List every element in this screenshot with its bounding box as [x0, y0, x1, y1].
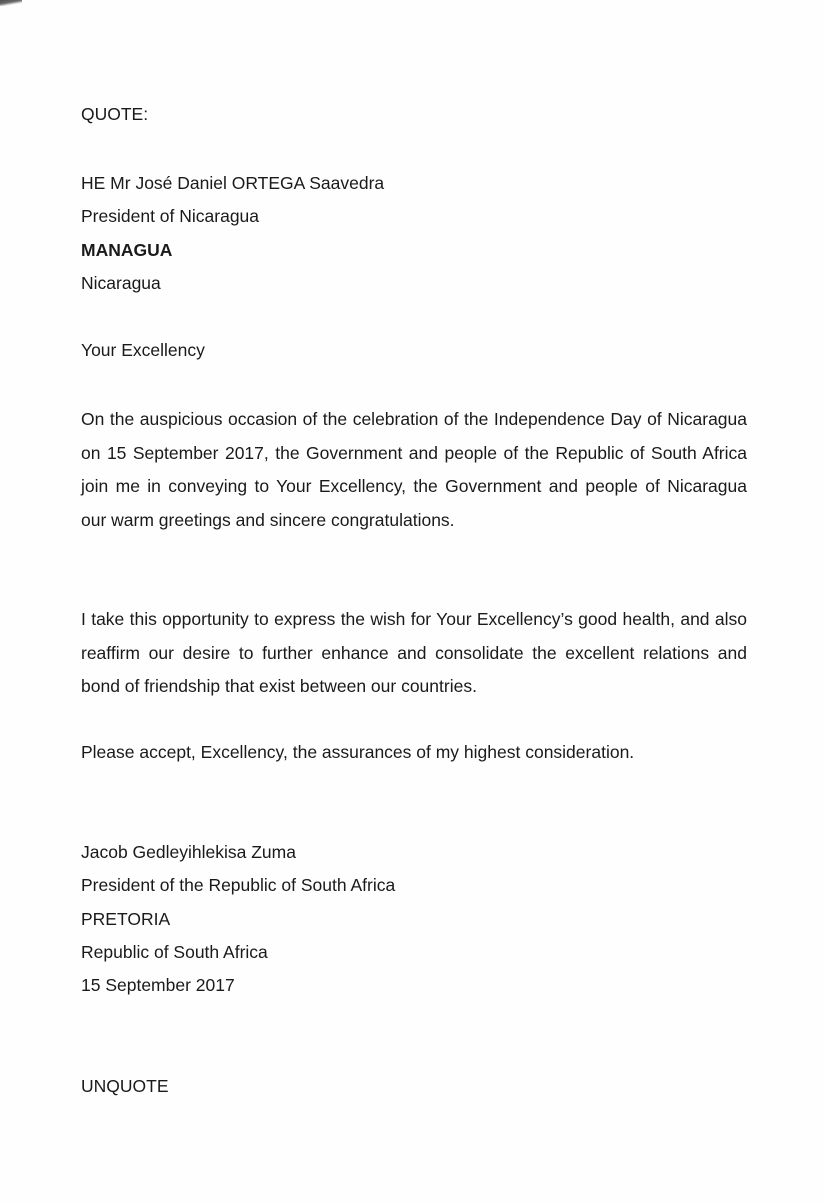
sender-city: PRETORIA — [81, 909, 171, 929]
sender-name: Jacob Gedleyihlekisa Zuma — [81, 842, 296, 862]
sender-title: President of the Republic of South Africa — [81, 875, 396, 895]
body-paragraph-1: On the auspicious occasion of the celebration of the Independence Day of Nicaragua on 15 September 2017, the Government and people of the Republic of South Africa join me in conveying to Your Excellency, the Government and people of Nicaragua our warm greetings and sincere congratulations. — [81, 409, 747, 530]
recipient-city: MANAGUA — [81, 240, 173, 260]
quote-close: UNQUOTE — [81, 1076, 169, 1096]
letter-date: 15 September 2017 — [81, 975, 235, 995]
recipient-country: Nicaragua — [81, 273, 161, 293]
recipient-name: HE Mr José Daniel ORTEGA Saavedra — [81, 173, 385, 193]
closing-paragraph: Please accept, Excellency, the assurances of my highest consideration. — [81, 742, 635, 762]
salutation: Your Excellency — [81, 340, 205, 360]
recipient-title: President of Nicaragua — [81, 206, 260, 226]
quote-open: QUOTE: — [81, 104, 149, 124]
body-paragraph-2: I take this opportunity to express the wish for Your Excellency’s good health, and also reaffirm our desire to further enhance and consolidate the excellent relations and bond of friendship that exist between our countries. — [81, 609, 747, 696]
scan-corner-mark — [0, 0, 22, 6]
sender-country: Republic of South Africa — [81, 942, 268, 962]
